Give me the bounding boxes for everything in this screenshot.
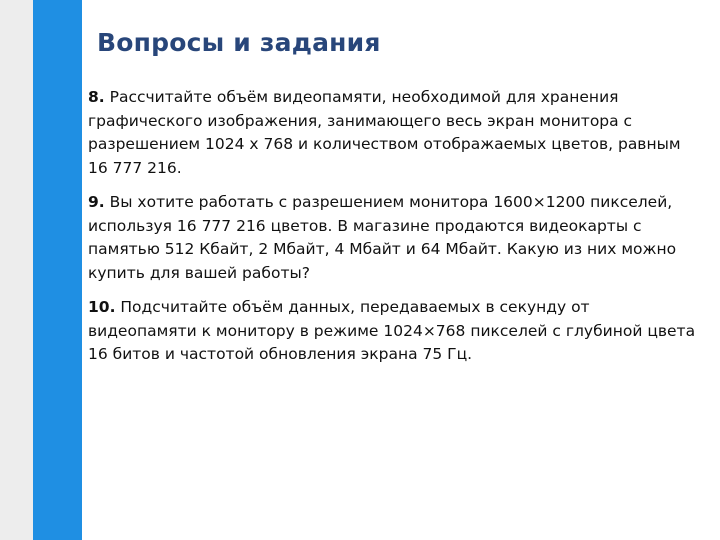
left-gray-bar [0,0,33,540]
left-blue-bar [33,0,82,540]
task-10 [88,296,700,367]
task-text: Рассчитайте объём видеопамяти, необходимой для хранения графического изображения, занимающего весь экран монитора с разрешением 1024 x 768 и количеством отображаемых цветов, равным 16 777 216. [88,88,681,177]
task-8 [88,86,700,180]
task-number: 8. [88,88,105,106]
task-9 [88,191,700,285]
task-text: Подсчитайте объём данных, передаваемых в секунду от видеопамяти к монитору в режиме 1024×768 пикселей с глубиной цвета 16 битов и частотой обновления экрана 75 Гц. [88,298,696,363]
task-number: 9. [88,193,105,211]
task-list [88,86,700,378]
task-text: Вы хотите работать с разрешением монитора 1600×1200 пикселей, используя 16 777 216 цветов. В магазине продаются видеокарты с памятью 512 Кбайт, 2 Мбайт, 4 Мбайт и 64 Мбайт. Какую из них можно купить для вашей работы? [88,193,677,282]
slide-title: Вопросы и задания [97,28,381,57]
task-number: 10. [88,298,116,316]
